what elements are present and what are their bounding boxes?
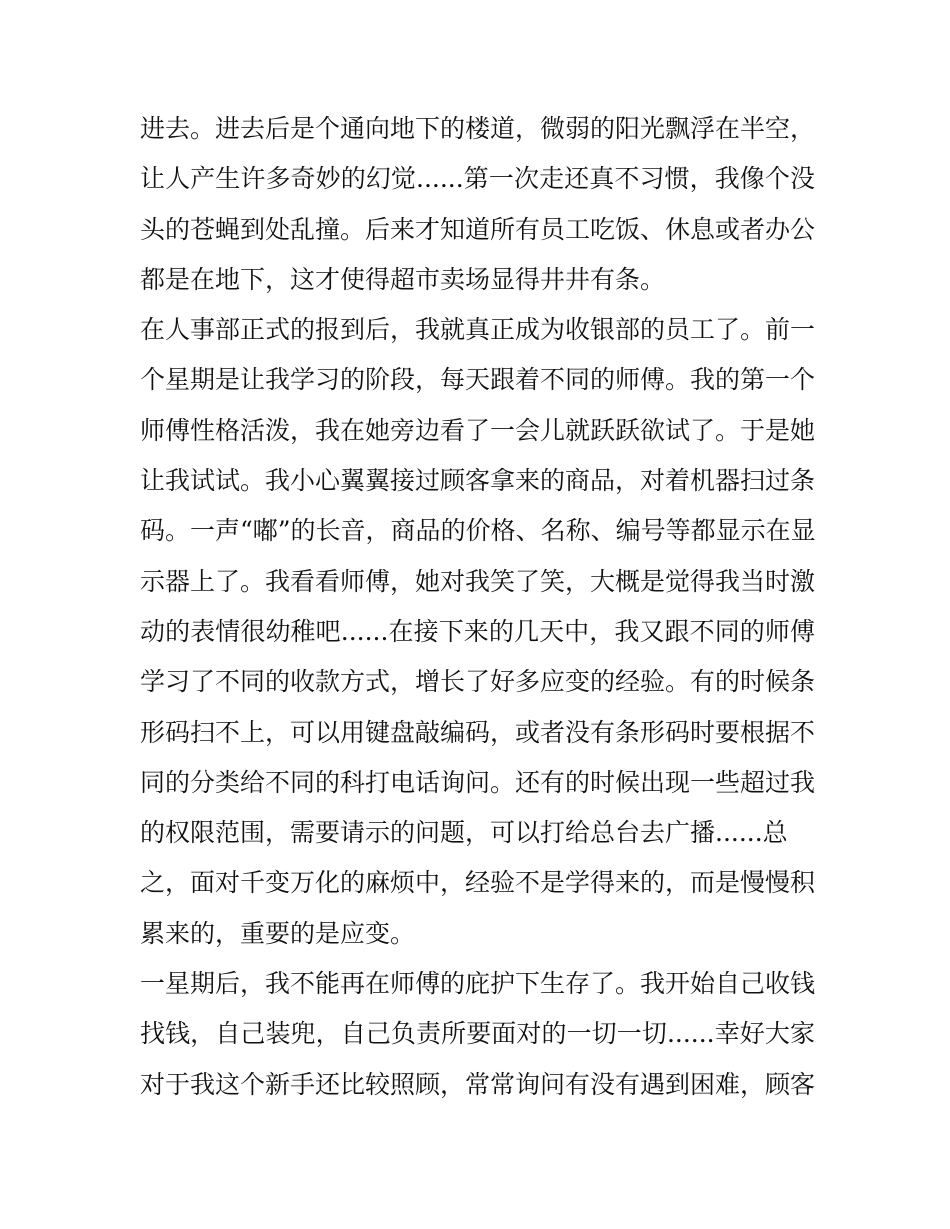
text-line: 的权限范围，需要请示的问题，可以打给总台去广播......总 bbox=[140, 818, 788, 848]
text-line: 动的表情很幼稚吧......在接下来的几天中，我又跟不同的师傅 bbox=[140, 616, 815, 646]
text-line: 在人事部正式的报到后，我就真正成为收银部的员工了。前一 bbox=[140, 315, 816, 345]
text-line: 形码扫不上，可以用键盘敲编码，或者没有条形码时要根据不 bbox=[140, 717, 816, 747]
text-line: 码。一声“嘟”的长音，商品的价格、名称、编号等都显示在显 bbox=[140, 516, 816, 546]
text-line: 同的分类给不同的科打电话询问。还有的时候出现一些超过我 bbox=[140, 767, 816, 797]
text-line: 进去。进去后是个通向地下的楼道，微弱的阳光飘浮在半空， bbox=[140, 114, 816, 143]
text-line: 一星期后，我不能再在师傅的庇护下生存了。我开始自己收钱 bbox=[140, 969, 816, 999]
text-line: 对于我这个新手还比较照顾，常常询问有没有遇到困难，顾客 bbox=[140, 1069, 816, 1099]
text-line: 让人产生许多奇妙的幻觉......第一次走还真不习惯，我像个没 bbox=[140, 164, 815, 194]
text-line: 师傅性格活泼，我在她旁边看了一会儿就跃跃欲试了。于是她 bbox=[140, 415, 816, 445]
text-line: 让我试试。我小心翼翼接过顾客拿来的商品，对着机器扫过条 bbox=[140, 466, 816, 496]
text-line: 都是在地下，这才使得超市卖场显得井井有条。 bbox=[140, 264, 666, 294]
text-line: 个星期是让我学习的阶段，每天跟着不同的师傅。我的第一个 bbox=[140, 365, 816, 395]
text-line: 之，面对千变万化的麻烦中，经验不是学得来的，而是慢慢积 bbox=[140, 868, 816, 898]
text-line: 头的苍蝇到处乱撞。后来才知道所有员工吃饭、休息或者办公 bbox=[140, 214, 816, 244]
text-line: 累来的，重要的是应变。 bbox=[140, 918, 416, 948]
text-line: 示器上了。我看看师傅，她对我笑了笑，大概是觉得我当时激 bbox=[140, 566, 816, 596]
text-line: 找钱，自己装兜，自己负责所要面对的一切一切......幸好大家 bbox=[140, 1019, 815, 1049]
body-text bbox=[140, 104, 815, 1110]
text-line: 学习了不同的收款方式，增长了好多应变的经验。有的时候条 bbox=[140, 667, 816, 697]
